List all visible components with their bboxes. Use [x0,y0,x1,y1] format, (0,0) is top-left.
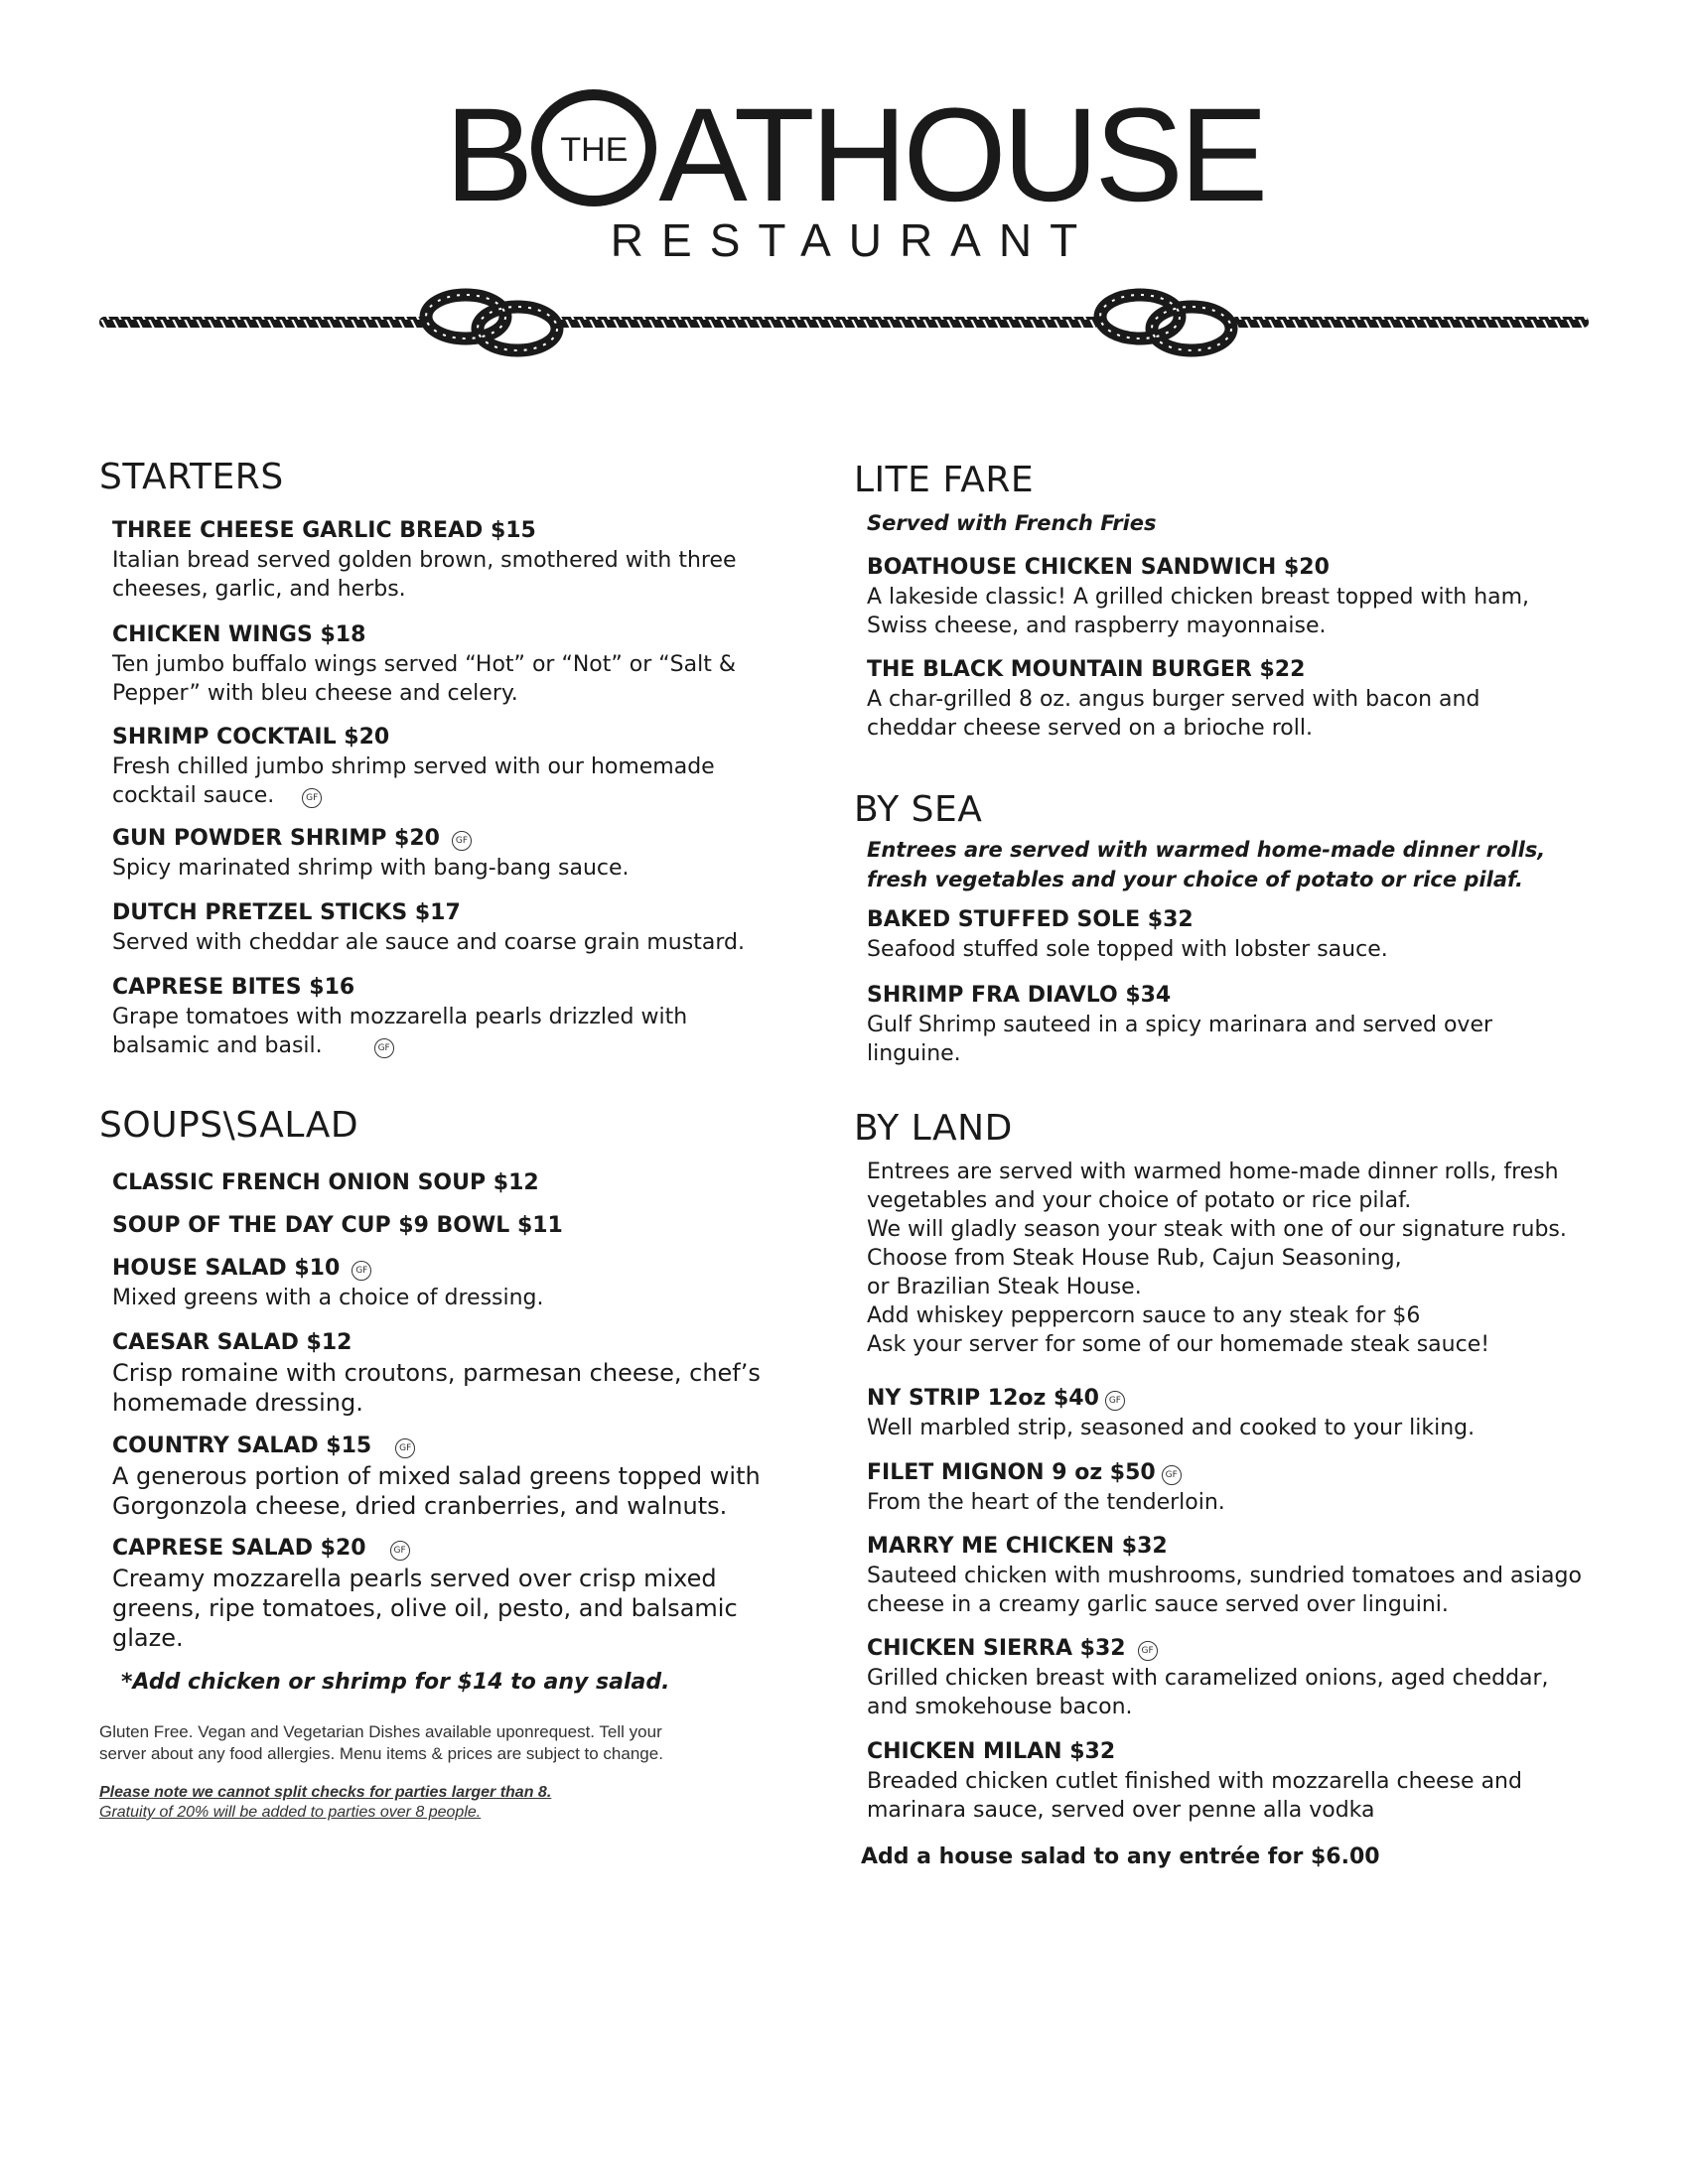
item-name: DUTCH PRETZEL STICKS $17 [112,900,461,925]
item-desc: greens, ripe tomatoes, olive oil, pesto, and balsamic [112,1594,738,1622]
item-desc: glaze. [112,1624,184,1652]
item-name: SHRIMP COCKTAIL $20 [112,725,390,750]
menu-item [112,1211,563,1241]
item-name: BOATHOUSE CHICKEN SANDWICH $20 [867,555,1330,580]
item-name: THE BLACK MOUNTAIN BURGER $22 [867,657,1306,682]
item-desc: Breaded chicken cutlet finished with mozzarella cheese and [867,1769,1522,1794]
section-title-lite-fare: LITE FARE [854,460,1035,500]
item-name: MARRY ME CHICKEN $32 [867,1534,1168,1559]
dietary-note-line: server about any food allergies. Menu items & prices are subject to change. [99,1744,663,1763]
item-desc: cheddar cheese served on a brioche roll. [867,716,1313,741]
intro-line: Add whiskey peppercorn sauce to any steak for $6 [867,1303,1421,1328]
gluten-free-icon: GF [390,1541,410,1561]
item-desc: Grape tomatoes with mozzarella pearls drizzled with [112,1005,688,1029]
logo-rest: ATHOUSE [658,81,1265,229]
item-name-text: COUNTRY SALAD $15 [112,1433,372,1458]
logo-wordmark [445,81,1265,229]
section-title-starters: STARTERS [99,457,284,497]
item-name-with-badge [112,824,630,854]
menu-item [112,973,687,1060]
item-desc: homemade dressing. [112,1389,363,1417]
gluten-free-icon: GF [1138,1641,1158,1661]
item-desc: Crisp romaine with croutons, parmesan cheese, chef’s [112,1359,761,1387]
rope-segment-middle [556,317,1100,328]
gluten-free-icon: GF [395,1438,415,1458]
menu-item [112,723,715,810]
rope-knot-right [1100,295,1231,350]
restaurant-logo [0,81,1688,268]
intro-line: Choose from Steak House Rub, Cajun Seasoning, [867,1246,1402,1271]
item-name-text: HOUSE SALAD $10 [112,1256,341,1281]
intro-line: vegetables and your choice of potato or rice pilaf. [867,1188,1412,1213]
intro-line: or Brazilian Steak House. [867,1275,1142,1299]
intro-line: Entrees are served with warmed home-made dinner rolls, fresh [867,1160,1559,1184]
rope-segment-right [1231,317,1589,328]
item-name-with-badge [867,1384,1475,1414]
item-name-text: GUN POWDER SHRIMP $20 [112,826,440,851]
menu-item [867,905,1388,964]
rope-knot-left [426,295,557,350]
item-desc: Fresh chilled jumbo shrimp served with our homemade [112,754,715,779]
item-desc: Well marbled strip, seasoned and cooked to your liking. [867,1416,1476,1440]
salad-addon-note: *Add chicken or shrimp for $14 to any salad. [121,1670,670,1695]
item-desc-with-badge [112,781,715,810]
menu-item [867,1384,1475,1442]
menu-item [867,553,1529,640]
menu-item [867,1458,1225,1517]
item-name: CHICKEN MILAN $32 [867,1739,1116,1764]
menu-item [112,1168,539,1198]
logo-subtitle: RESTAURANT [610,214,1096,266]
land-intro [867,1158,1567,1359]
item-desc: and smokehouse bacon. [867,1695,1133,1719]
item-name-with-badge [867,1458,1225,1488]
item-name-text: FILET MIGNON 9 oz $50 [867,1460,1156,1485]
item-desc: Gulf Shrimp sauteed in a spicy marinara and served over [867,1013,1493,1037]
logo-the: THE [560,131,629,169]
item-name: SOUP OF THE DAY CUP $9 BOWL $11 [112,1213,563,1238]
menu-item [112,1432,761,1521]
item-desc: marinara sauce, served over penne alla vodka [867,1798,1375,1823]
entree-salad-addon: Add a house salad to any entrée for $6.00 [861,1844,1380,1869]
menu-item [867,981,1492,1068]
menu-item [867,655,1479,743]
rope-knot-divider [99,278,1589,357]
item-name: BAKED STUFFED SOLE $32 [867,907,1194,932]
item-desc: A lakeside classic! A grilled chicken breast topped with ham, [867,585,1530,610]
item-desc: A generous portion of mixed salad greens topped with [112,1462,761,1490]
item-desc-with-badge [112,1031,687,1060]
gluten-free-icon: GF [1105,1391,1125,1411]
gluten-free-icon: GF [374,1038,394,1058]
rope-segment-left [99,317,427,328]
item-desc: Pepper” with bleu cheese and celery. [112,681,518,706]
item-desc: Sauteed chicken with mushrooms, sundried tomatoes and asiago [867,1564,1582,1588]
logo-ring-o [531,89,656,206]
menu-item [867,1634,1549,1721]
item-desc: Creamy mozzarella pearls served over crisp mixed [112,1565,717,1592]
section-title-by-sea: BY SEA [854,789,983,830]
gluten-free-icon: GF [452,831,472,851]
item-name-with-badge [112,1254,544,1284]
section-note: Entrees are served with warmed home-made dinner rolls, [867,838,1546,862]
item-desc: Seafood stuffed sole topped with lobster sauce. [867,937,1388,962]
menu-item [112,898,745,957]
gluten-free-icon: GF [1162,1465,1182,1485]
item-desc: From the heart of the tenderloin. [867,1490,1225,1515]
menu-item [867,1532,1582,1619]
item-desc-text: cocktail sauce. [112,783,275,808]
item-name: CAESAR SALAD $12 [112,1330,352,1355]
gluten-free-icon: GF [352,1261,371,1281]
item-desc: Swiss cheese, and raspberry mayonnaise. [867,614,1327,638]
item-desc: linguine. [867,1041,961,1066]
split-check-note: Please note we cannot split checks for parties larger than 8. [99,1784,552,1801]
item-desc: Gorgonzola cheese, dried cranberries, and walnuts. [112,1492,728,1520]
item-name: SHRIMP FRA DIAVLO $34 [867,983,1172,1008]
menu-item [112,516,737,604]
menu-item [867,1737,1522,1825]
item-name: THREE CHEESE GARLIC BREAD $15 [112,518,536,543]
intro-line: We will gladly season your steak with one of our signature rubs. [867,1217,1567,1242]
menu-item [112,1534,738,1653]
item-desc: Served with cheddar ale sauce and coarse grain mustard. [112,930,745,955]
item-desc: Grilled chicken breast with caramelized onions, aged cheddar, [867,1666,1549,1691]
item-desc: cheese in a creamy garlic sauce served over linguini. [867,1592,1449,1617]
menu-item [112,1328,761,1418]
section-title-by-land: BY LAND [854,1108,1013,1149]
item-name-with-badge [867,1634,1549,1664]
item-name-text: CHICKEN SIERRA $32 [867,1636,1126,1661]
logo-letter-b: B [445,81,530,229]
item-desc: Italian bread served golden brown, smothered with three [112,548,737,573]
dietary-note-line: Gluten Free. Vegan and Vegetarian Dishes available uponrequest. Tell your [99,1722,662,1741]
menu-item [112,620,736,708]
item-desc: A char-grilled 8 oz. angus burger served with bacon and [867,687,1480,712]
item-name-with-badge [112,1432,761,1461]
intro-line: Ask your server for some of our homemade steak sauce! [867,1332,1490,1357]
item-desc: Mixed greens with a choice of dressing. [112,1286,544,1310]
menu-item [112,824,630,883]
gluten-free-icon: GF [302,788,322,808]
item-name-text: NY STRIP 12oz $40 [867,1386,1099,1411]
section-note: fresh vegetables and your choice of potato or rice pilaf. [867,868,1523,891]
item-desc: cheeses, garlic, and herbs. [112,577,406,602]
item-name-with-badge [112,1534,738,1564]
menu-item [112,1254,544,1312]
item-name-text: CAPRESE SALAD $20 [112,1536,366,1561]
item-name: CHICKEN WINGS $18 [112,622,366,647]
item-name: CLASSIC FRENCH ONION SOUP $12 [112,1170,539,1195]
gratuity-note: Gratuity of 20% will be added to parties over 8 people. [99,1804,482,1821]
section-title-soups-salad: SOUPS\SALAD [99,1105,359,1146]
item-desc-text: balsamic and basil. [112,1033,323,1058]
item-desc: Spicy marinated shrimp with bang-bang sauce. [112,856,630,881]
section-note: Served with French Fries [867,511,1157,535]
item-name: CAPRESE BITES $16 [112,975,355,1000]
item-desc: Ten jumbo buffalo wings served “Hot” or “Not” or “Salt & [112,652,737,677]
